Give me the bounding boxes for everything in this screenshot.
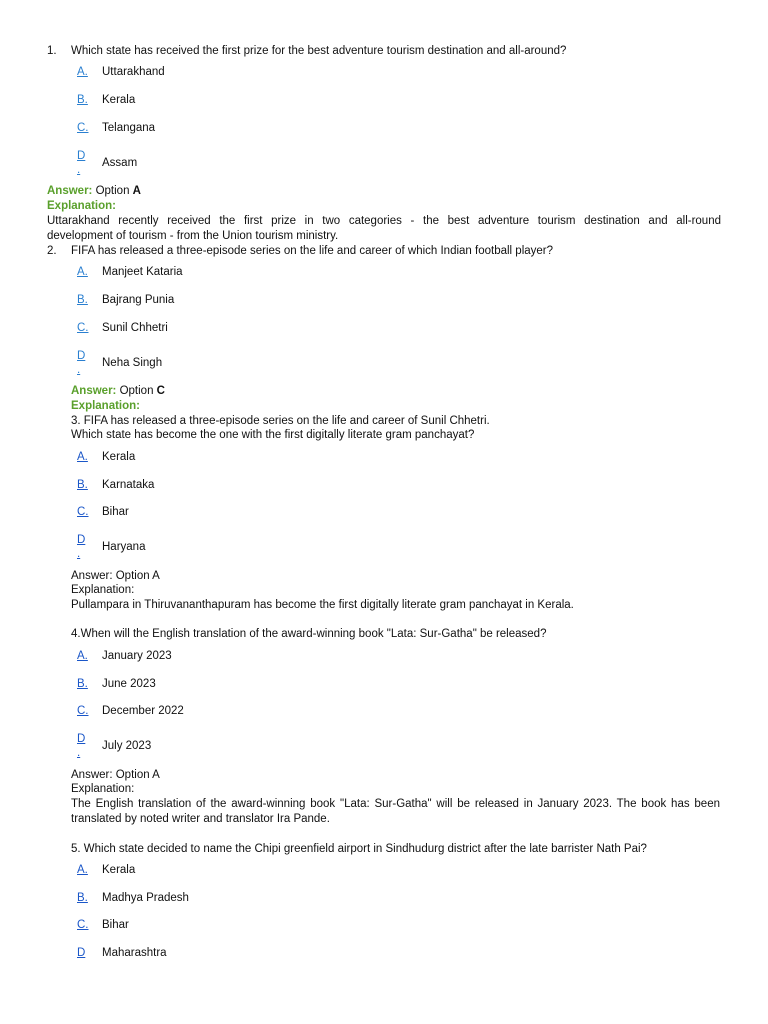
q5-option-c-link[interactable]: C. — [77, 919, 89, 931]
q2-answer-text: Option — [119, 385, 154, 397]
q4-option-d-text: July 2023 — [102, 740, 152, 752]
q2-number: 2. — [47, 245, 57, 257]
q1-number: 1. — [47, 45, 57, 57]
q4-option-b-link[interactable]: B. — [77, 678, 88, 690]
q3-option-d-text: Haryana — [102, 541, 146, 553]
q2-answer-option: C — [156, 385, 165, 397]
q1-answer-option: A — [132, 185, 141, 197]
q3-option-b-link[interactable]: B. — [77, 479, 88, 491]
q4-answer: Answer: Option A — [71, 769, 160, 781]
q1-explanation-line1: Uttarakhand recently received the first prize in two categories - the best adventure tourism destination and all-round — [47, 215, 721, 227]
q3-option-a-link[interactable]: A. — [77, 451, 88, 463]
q2-option-c-text: Sunil Chhetri — [102, 322, 168, 334]
q1-option-c-text: Telangana — [102, 122, 156, 134]
q2-answer — [71, 384, 165, 398]
q2-option-d-text: Neha Singh — [102, 357, 163, 369]
q2-option-b-link[interactable]: B. — [77, 294, 88, 306]
q2-explanation-label: Explanation: — [71, 400, 141, 412]
q5-question: 5. Which state decided to name the Chipi greenfield airport in Sindhudurg district after the late barrister Nath Pai? — [71, 843, 647, 855]
q1-option-a-link[interactable]: A. — [77, 66, 88, 78]
q2-option-c-link[interactable]: C. — [77, 322, 89, 334]
q4-option-c-text: December 2022 — [102, 705, 184, 717]
q1-answer-label: Answer: — [47, 185, 93, 197]
q5-option-d-text: Maharashtra — [102, 947, 167, 959]
q2-answer-label: Answer: — [71, 385, 117, 397]
q5-option-b-link[interactable]: B. — [77, 892, 88, 904]
q1-explanation-label: Explanation: — [47, 200, 117, 212]
q2-option-a-text: Manjeet Kataria — [102, 266, 183, 278]
q2-option-d-link-dot[interactable]: . — [77, 364, 81, 376]
q5-option-c-text: Bihar — [102, 919, 129, 931]
q1-option-d-text: Assam — [102, 157, 138, 169]
q4-option-b-text: June 2023 — [102, 678, 156, 690]
q5-option-d-link[interactable]: D — [77, 947, 86, 959]
q1-question: Which state has received the first prize for the best adventure tourism destination and all-around? — [71, 45, 567, 57]
q2-explanation: 3. FIFA has released a three-episode series on the life and career of Sunil Chhetri. — [71, 415, 490, 427]
q3-option-d-link-dot[interactable]: . — [77, 548, 81, 560]
q3-answer: Answer: Option A — [71, 570, 160, 582]
q5-option-a-link[interactable]: A. — [77, 864, 88, 876]
q4-option-d-link[interactable]: D — [77, 733, 86, 745]
q3-explanation-label: Explanation: — [71, 584, 135, 596]
q3-explanation: Pullampara in Thiruvananthapuram has become the first digitally literate gram panchayat in Kerala. — [71, 599, 574, 611]
q4-option-a-text: January 2023 — [102, 650, 172, 662]
q4-explanation-line2: translated by noted writer and translator Ira Pande. — [71, 813, 330, 825]
q3-option-c-text: Bihar — [102, 506, 129, 518]
q3-question: Which state has become the one with the first digitally literate gram panchayat? — [71, 429, 475, 441]
q4-question: 4.When will the English translation of the award-winning book "Lata: Sur-Gatha" be released? — [71, 628, 547, 640]
q5-option-a-text: Kerala — [102, 864, 136, 876]
q5-option-b-text: Madhya Pradesh — [102, 892, 189, 904]
q1-option-b-text: Kerala — [102, 94, 136, 106]
q4-option-c-link[interactable]: C. — [77, 705, 89, 717]
q3-option-d-link[interactable]: D — [77, 534, 86, 546]
q1-answer-text: Option — [95, 185, 130, 197]
q4-option-d-link-dot[interactable]: . — [77, 747, 81, 759]
q3-option-b-text: Karnataka — [102, 479, 155, 491]
q2-option-d-link[interactable]: D — [77, 350, 86, 362]
q1-option-d-link-dot[interactable]: . — [77, 164, 81, 176]
q3-option-a-text: Kerala — [102, 451, 136, 463]
q1-option-b-link[interactable]: B. — [77, 94, 88, 106]
q4-option-a-link[interactable]: A. — [77, 650, 88, 662]
q2-question: FIFA has released a three-episode series on the life and career of which Indian football player? — [71, 245, 554, 257]
q4-explanation-label: Explanation: — [71, 783, 135, 795]
q3-option-c-link[interactable]: C. — [77, 506, 89, 518]
q2-option-b-text: Bajrang Punia — [102, 294, 175, 306]
q2-option-a-link[interactable]: A. — [77, 266, 88, 278]
q4-explanation-line1: The English translation of the award-winning book "Lata: Sur-Gatha" will be released in January 2023. The book has been — [71, 798, 720, 810]
q1-option-d-link[interactable]: D — [77, 150, 86, 162]
q1-option-a-text: Uttarakhand — [102, 66, 165, 78]
q1-option-c-link[interactable]: C. — [77, 122, 89, 134]
q1-explanation-line2: development of tourism - from the Union tourism ministry. — [47, 230, 339, 242]
q1-answer — [47, 184, 141, 198]
